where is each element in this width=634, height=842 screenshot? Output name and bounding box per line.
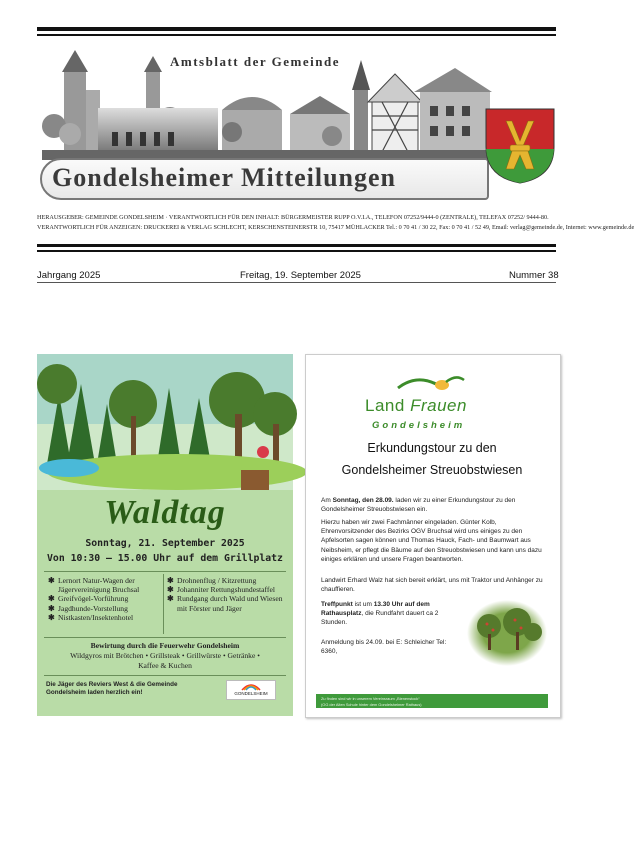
imprint-line-2: VERANTWORTLICH FÜR ANZEIGEN: DRUCKEREI & VERLAG SCHLECHT, KERSCHENSTEINERSTR 10, 75417 MÜHLACKER Tel.: 0 70 41 / 30 22, Fax: 0 70 41 / 52 49, Email: verlag@gemeinde.de, Internet: www.gemeinde.de: [37, 224, 634, 231]
waldtag-date: Sonntag, 21. September 2025: [85, 538, 245, 549]
list-item: ✱ Jagdhunde-Vorstellung: [48, 603, 128, 613]
flyer-footer-line-2: (OG der Alten Schule hinter dem Gondelsheimer Rathaus): [321, 702, 422, 707]
rainbow-logo-icon: [228, 681, 274, 690]
list-item: ✱ Nistkasten/Insektenhotel: [48, 612, 134, 622]
town-skyline-illustration: [42, 50, 492, 160]
masthead-title: Gondelsheimer Mitteilungen: [52, 163, 397, 192]
catering-title: Bewirtung durch die Feuerwehr Gondelsheim: [90, 641, 240, 650]
flyer-paragraph-5: Anmeldung bis 24.09. bei E: Schleicher Tel: 6360,: [321, 639, 447, 656]
list-item: ✱ Lernort Natur-Wagen der Jägervereinigung Bruchsal: [48, 576, 140, 595]
poster-divider-bottom: [44, 675, 286, 676]
masthead-subtitle: Amtsblatt der Gemeinde: [170, 54, 340, 69]
imprint-line-1: HERAUSGEBER: GEMEINDE GONDELSHEIM · VERANTWORTLICH FÜR DEN INHALT: BÜRGERMEISTER RUPP O.V.I.A., TELEFON 07252/9444-0 (ZENTRALE), TELEFAX 07252/ 9444-80.: [37, 214, 549, 221]
poster-divider-top: [44, 571, 286, 572]
list-item: ✱ Johanniter Rettungshundestaffel: [167, 585, 275, 595]
issue-date: Freitag, 19. September 2025: [240, 270, 361, 281]
landfrauen-logo-sub: Gondelsheim: [372, 420, 466, 431]
waldtag-list-right: [167, 576, 283, 613]
top-rule-thick: [37, 27, 556, 31]
flyer-heading-1: Erkundungstour zu den: [367, 441, 497, 455]
list-item: ✱ Drohnenflug / Kitzrettung: [167, 576, 257, 585]
issue-rule-thin: [37, 250, 556, 252]
catering-line-1: Wildgyros mit Brötchen • Grillsteak • Grillwürste • Getränke •: [70, 651, 260, 660]
catering-line-2: Kaffee & Kuchen: [138, 661, 192, 670]
gondelsheim-logo: [226, 680, 276, 700]
flyer-paragraph-2: Hierzu haben wir zwei Fachmänner eingeladen. Günter Kolb, Ehrenvorsitzender des Bezirks OGV Bruchsal wird uns einiges zu den Apfelsorten sagen können und Thomas Hauck, Fach- und Baumwart aus Neibsheim, er pflegt die Bäume auf den Streuobstwiesen und kann uns dazu einiges erklären und unsere Fragen beantworten.: [321, 519, 542, 563]
waldtag-time: Von 10:30 – 15.00 Uhr auf dem Grillplatz: [47, 553, 283, 564]
logo-label: GONDELSHEIM: [234, 691, 268, 696]
issue-rule-thick: [37, 244, 556, 247]
list-item: ✱ Greifvögel-Vorführung: [48, 594, 129, 604]
flyer-footer-line-1: Zu finden sind wir in unserem Vereinsraum „Bienenstock“: [321, 696, 420, 701]
poster-divider-middle: [44, 637, 286, 638]
waldtag-invite: Die Jäger des Reviers West & die Gemeinde Gondelsheim laden herzlich ein!: [46, 681, 178, 697]
issue-bottom-rule: [37, 282, 556, 283]
waldtag-list-left: [48, 576, 158, 622]
list-item: ✱ Rundgang durch Wald und Wiesen mit Förster und Jäger: [167, 594, 283, 613]
flyer-paragraph-3: Landwirt Erhard Walz hat sich bereit erklärt, uns mit Traktor und Anhänger zu chauffieren.: [321, 577, 543, 594]
flyer-paragraph-4: Treffpunkt ist um 13.30 Uhr auf dem Rathausplatz, die Rundfahrt dauert ca 2 Stunden.: [321, 601, 439, 627]
waldtag-title: Waldtag: [104, 494, 226, 531]
poster-column-divider: [163, 574, 164, 634]
top-rule-thin: [37, 34, 556, 36]
coat-of-arms-icon: [484, 107, 556, 185]
flyer-paragraph-1: Am Sonntag, den 28.09. laden wir zu einer Erkundungstour zu den Gondelsheimer Streuobstwiesen ein.: [321, 497, 516, 514]
landfrauen-logo-text: Land Frauen: [365, 396, 467, 415]
forest-illustration: [37, 354, 293, 494]
orchard-photo: [467, 600, 547, 666]
issue-number: Nummer 38: [509, 270, 559, 281]
flyer-heading-2: Gondelsheimer Streuobstwiesen: [341, 463, 523, 477]
bee-logo-icon: [396, 374, 466, 396]
issue-year: Jahrgang 2025: [37, 270, 101, 281]
